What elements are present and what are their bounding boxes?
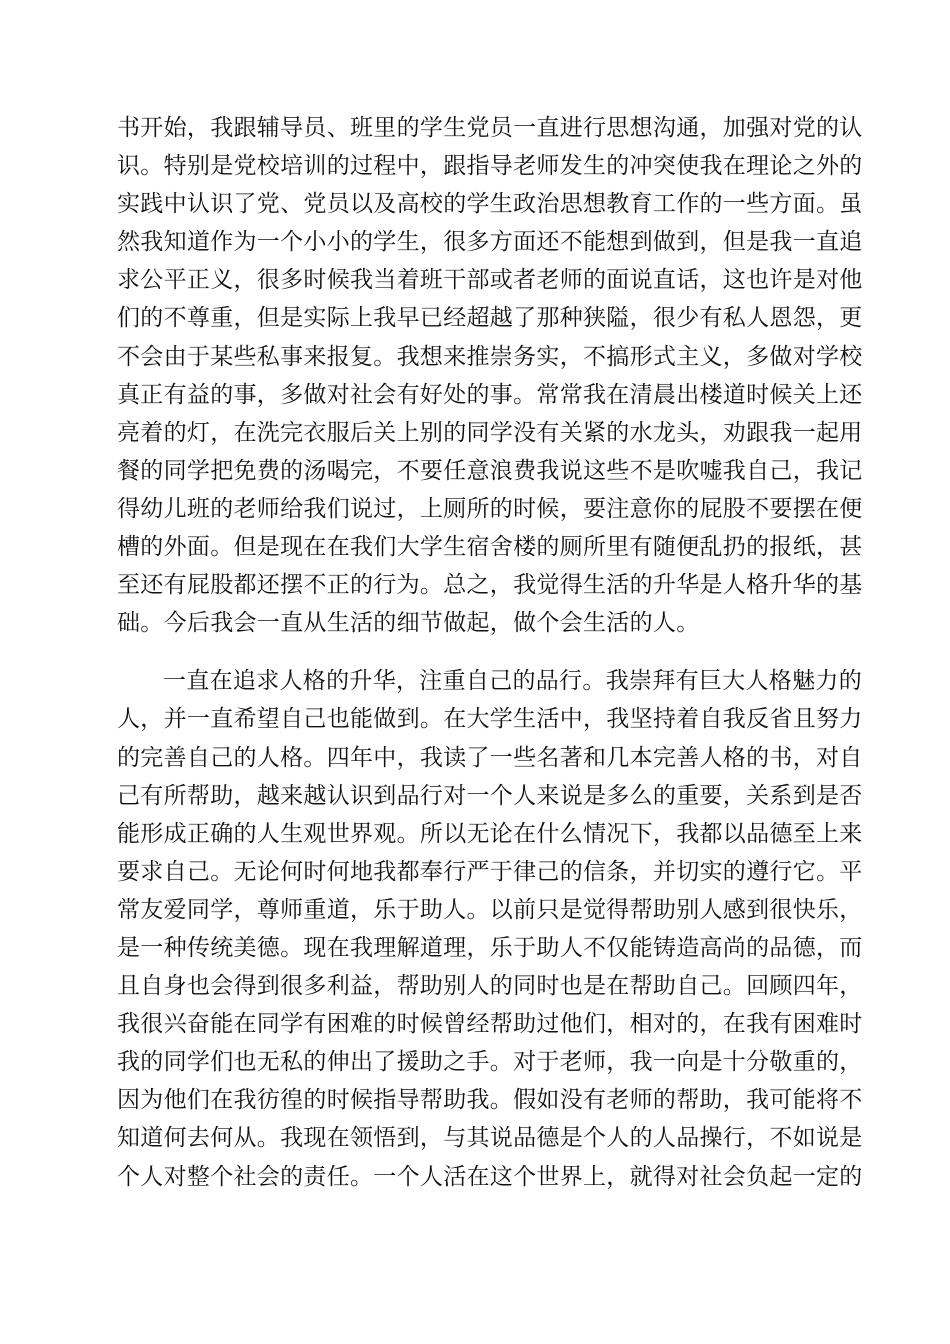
text-line: 因为他们在我彷徨的时候指导帮助我。假如没有老师的帮助，我可能将不 <box>117 1087 863 1114</box>
paragraph-1 <box>117 109 863 642</box>
text-line: 常友爱同学，尊师重道，乐于助人。以前只是觉得帮助别人感到很快乐， <box>117 896 863 923</box>
document-body <box>117 109 863 1196</box>
text-line: 我的同学们也无私的伸出了援助之手。对于老师，我一向是十分敬重的， <box>117 1049 863 1076</box>
text-line: 亮着的灯，在洗完衣服后关上别的同学没有关紧的水龙头，劝跟我一起用 <box>117 419 863 446</box>
text-line: 知道何去何从。我现在领悟到，与其说品德是个人的人品操行，不如说是 <box>117 1125 863 1152</box>
text-line: 础。今后我会一直从生活的细节做起，做个会生活的人。 <box>117 610 700 637</box>
text-line: 书开始，我跟辅导员、班里的学生党员一直进行思想沟通，加强对党的认 <box>117 115 863 141</box>
text-line: 人，并一直希望自己也能做到。在大学生活中，我坚持着自我反省且努力 <box>117 706 863 733</box>
text-line: 槽的外面。但是现在在我们大学生宿舍楼的厕所里有随便乱扔的报纸，甚 <box>117 534 863 561</box>
paragraph-2 <box>117 662 863 1195</box>
text-line: 能形成正确的人生观世界观。所以无论在什么情况下，我都以品德至上来 <box>117 820 863 847</box>
text-line: 真正有益的事，多做对社会有好处的事。常常我在清晨出楼道时候关上还 <box>117 381 863 408</box>
paragraph-spacer <box>117 642 833 662</box>
text-line: 一直在追求人格的升华，注重自己的品行。我崇拜有巨大人格魅力的 <box>163 668 862 695</box>
text-line: 识。特别是党校培训的过程中，跟指导老师发生的冲突使我在理论之外的 <box>117 153 863 180</box>
text-line: 个人对整个社会的责任。一个人活在这个世界上，就得对社会负起一定的 <box>117 1163 863 1190</box>
text-line: 是一种传统美德。现在我理解道理，乐于助人不仅能铸造高尚的品德，而 <box>117 934 863 961</box>
text-line: 求公平正义，很多时候我当着班干部或者老师的面说直话，这也许是对他 <box>117 267 863 294</box>
text-line: 至还有屁股都还摆不正的行为。总之，我觉得生活的升华是人格升华的基 <box>117 572 863 599</box>
text-line: 且自身也会得到很多利益，帮助别人的同时也是在帮助自己。回顾四年， <box>117 973 863 1000</box>
text-line: 得幼儿班的老师给我们说过，上厕所的时候，要注意你的屁股不要摆在便 <box>117 495 863 522</box>
text-line: 我很兴奋能在同学有困难的时候曾经帮助过他们，相对的，在我有困难时 <box>117 1011 863 1038</box>
text-line: 们的不尊重，但是实际上我早已经超越了那种狭隘，很少有私人恩怨，更 <box>117 305 863 332</box>
text-line: 己有所帮助，越来越认识到品行对一个人来说是多么的重要，关系到是否 <box>117 782 863 809</box>
text-line: 不会由于某些私事来报复。我想来推崇务实，不搞形式主义，多做对学校 <box>117 343 863 370</box>
text-line: 餐的同学把免费的汤喝完，不要任意浪费我说这些不是吹嘘我自己，我记 <box>117 457 863 484</box>
text-line: 然我知道作为一个小小的学生，很多方面还不能想到做到，但是我一直追 <box>117 229 863 256</box>
text-line: 要求自己。无论何时何地我都奉行严于律己的信条，并切实的遵行它。平 <box>117 858 863 885</box>
text-line: 实践中认识了党、党员以及高校的学生政治思想教育工作的一些方面。虽 <box>117 191 863 218</box>
text-line: 的完善自己的人格。四年中，我读了一些名著和几本完善人格的书，对自 <box>117 744 863 771</box>
